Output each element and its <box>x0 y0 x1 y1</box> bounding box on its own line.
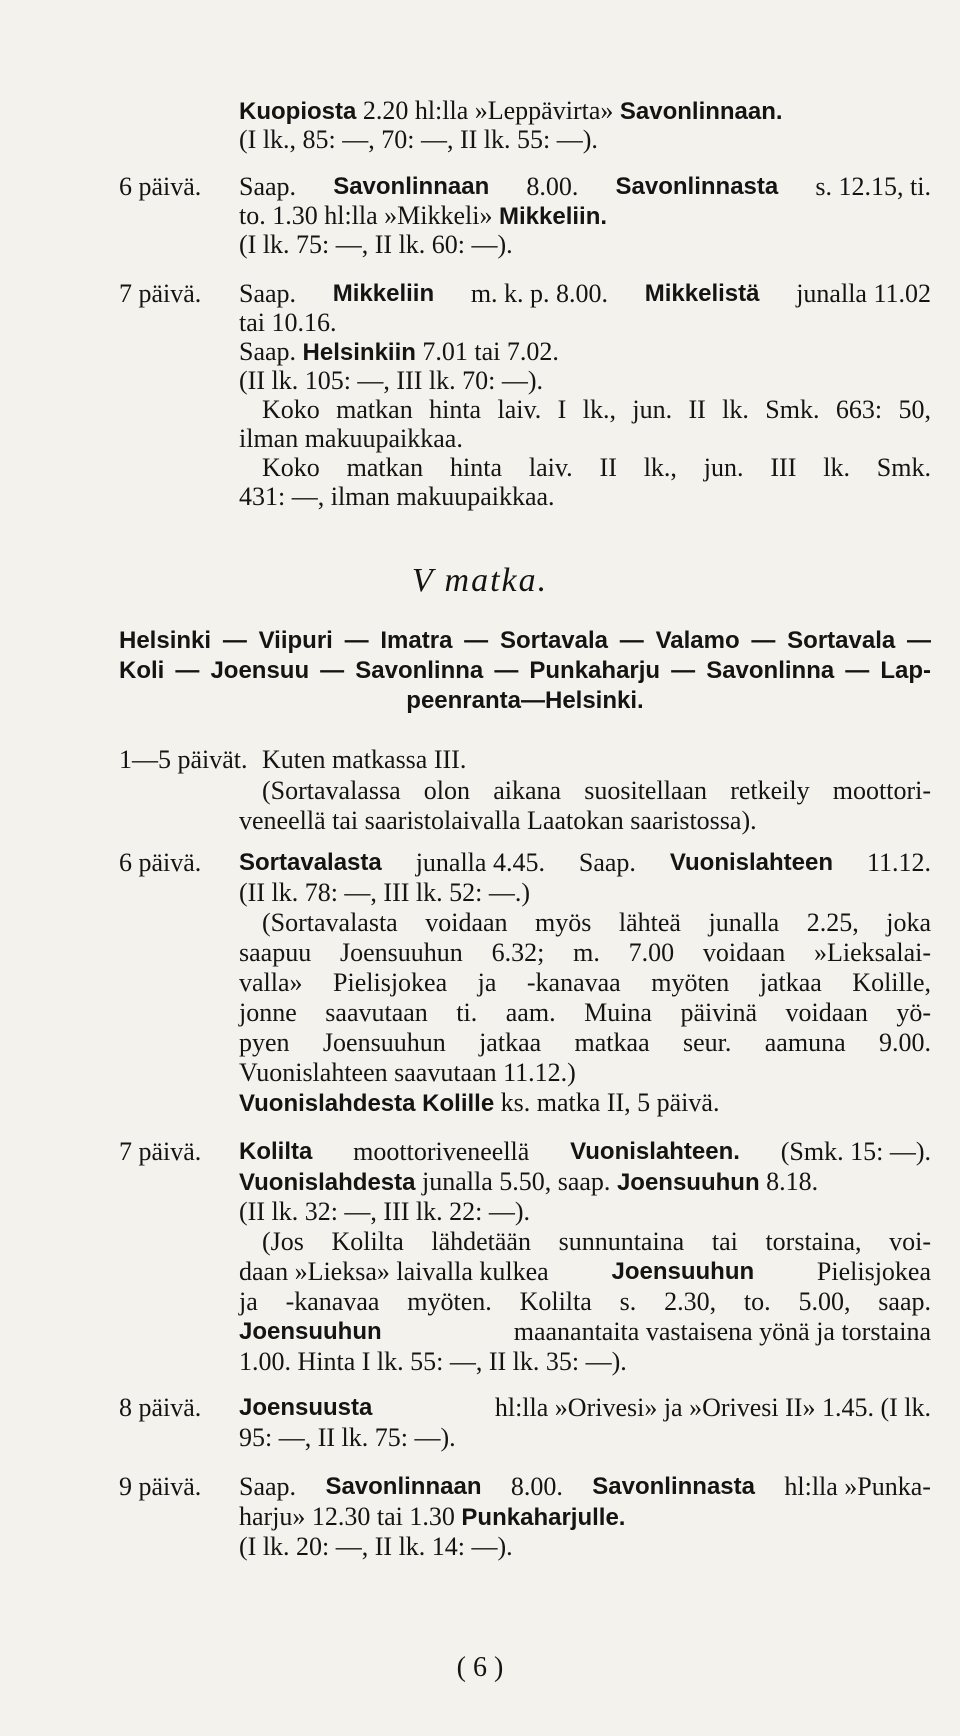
note-line: ja -kanavaa myöten. Kolilta s. 2.30, to. 5.00, saap. <box>239 1287 931 1316</box>
day-label: 9 päivä. <box>119 1472 202 1501</box>
route-line: peenranta—Helsinki. <box>406 687 644 714</box>
route-line: Helsinki — Viipuri — Imatra — Sortavala — Valamo — Sortavala — <box>119 627 931 654</box>
day-label: 7 päivä. <box>119 1137 202 1166</box>
text-span: Saap. <box>239 279 297 308</box>
text-span: moottoriveneellä <box>353 1137 530 1166</box>
place-name: Joensuuhun <box>616 1169 760 1196</box>
text-span: m. k. p. 8.00. <box>470 279 609 308</box>
text-line <box>239 1393 931 1422</box>
fare-line: Koko matkan hinta laiv. I lk., jun. II lk. Smk. 663: 50, <box>262 395 931 424</box>
text-span: junalla 4.45. <box>415 848 545 877</box>
place-name: Vuonislahteen. <box>570 1138 740 1165</box>
section-title: V matka. <box>411 562 549 599</box>
price-line: (I lk., 85: —, 70: —, II lk. 55: —). <box>239 125 598 154</box>
place-name: Joensuuhun <box>239 1318 382 1345</box>
text-line <box>239 172 931 201</box>
text-line <box>239 1088 719 1118</box>
note-line: (Sortavalasta voidaan myös lähteä junalla 2.25, joka <box>262 908 931 937</box>
price-line: 95: —, II lk. 75: —). <box>239 1423 456 1452</box>
text-span: junalla 5.50, saap. <box>421 1167 611 1196</box>
note-line: pyen Joensuuhun jatkaa matkaa seur. aamuna 9.00. <box>239 1028 931 1057</box>
place-name: Joensuuhun <box>611 1258 755 1285</box>
fare-line: ilman makuupaikkaa. <box>239 424 463 453</box>
note-line <box>239 1257 931 1286</box>
place-name: Joensuusta <box>239 1394 373 1421</box>
day-label: 1—5 päivät. <box>119 745 248 774</box>
text-line <box>239 1167 818 1197</box>
day-label: 7 päivä. <box>119 279 202 308</box>
text-line: Kuten matkassa III. <box>262 745 467 774</box>
text-line <box>239 201 607 231</box>
text-span: Saap. <box>239 172 297 201</box>
note-line: (Sortavalassa olon aikana suositellaan retkeily moottori- <box>262 776 931 805</box>
fare-line: Koko matkan hinta laiv. II lk., jun. III lk. Smk. <box>262 453 931 482</box>
text-span: 11.12. <box>866 848 931 877</box>
note-line: jonne saavutaan ti. aam. Muina päivinä voidaan yö- <box>239 998 931 1027</box>
place-name: Savonlinnasta <box>592 1473 755 1500</box>
text-span: 8.00. <box>526 172 579 201</box>
text-span: Saap. <box>239 337 297 366</box>
text-span: harju» 12.30 tai 1.30 <box>239 1502 455 1531</box>
text-span: junalla 11.02 <box>796 279 931 308</box>
place-name: Savonlinnaan. <box>619 98 783 125</box>
day-label: 8 päivä. <box>119 1393 202 1422</box>
text-line <box>239 1502 625 1532</box>
text-span: Saap. <box>578 848 636 877</box>
place-name: Kuopiosta <box>239 98 357 125</box>
place-name: Vuonislahdesta Kolille <box>239 1090 495 1117</box>
place-name: Mikkeliin <box>332 280 435 307</box>
note-line: valla» Pielisjokea ja -kanavaa myöten jatkaa Kolille, <box>239 968 931 997</box>
route-line: Koli — Joensuu — Savonlinna — Punkaharju — Savonlinna — Lap- <box>119 657 931 684</box>
note-line: saapuu Joensuuhun 6.32; m. 7.00 voidaan »Lieksalai- <box>239 938 931 967</box>
place-name: Helsinkiin <box>302 339 416 366</box>
note-line <box>239 1317 931 1346</box>
price-line: (II lk. 78: —, III lk. 52: —.) <box>239 878 531 907</box>
price-line: (I lk. 75: —, II lk. 60: —). <box>239 230 513 259</box>
place-name: Sortavalasta <box>239 849 382 876</box>
price-line: (I lk. 20: —, II lk. 14: —). <box>239 1532 513 1561</box>
place-name: Savonlinnaan <box>333 173 490 200</box>
note-line: Vuonislahteen saavutaan 11.12.) <box>239 1058 576 1087</box>
text-line <box>239 1137 931 1166</box>
text-span: to. 1.30 hl:lla »Mikkeli» <box>239 201 493 230</box>
text-span: hl:lla »Punka- <box>784 1472 931 1501</box>
place-name: Savonlinnaan <box>325 1473 482 1500</box>
text-line <box>239 1472 931 1501</box>
note-line: 1.00. Hinta I lk. 55: —, II lk. 35: —). <box>239 1347 627 1376</box>
place-name: Mikkelistä <box>644 280 760 307</box>
price-line: (II lk. 32: —, III lk. 22: —). <box>239 1197 531 1226</box>
day-label: 6 päivä. <box>119 848 202 877</box>
text-span: ks. matka II, 5 päivä. <box>500 1088 720 1117</box>
text-line <box>239 337 559 367</box>
text-span: 7.01 tai 7.02. <box>422 337 559 366</box>
place-name: Savonlinnasta <box>615 173 779 200</box>
text-line <box>239 848 931 877</box>
note-line: veneellä tai saaristolaivalla Laatokan saaristossa). <box>239 806 757 835</box>
place-name: Vuonislahteen <box>669 849 834 876</box>
text-line: tai 10.16. <box>239 308 337 337</box>
text-span: 8.00. <box>510 1472 563 1501</box>
place-name: Vuonislahdesta <box>239 1169 416 1196</box>
day-label: 6 päivä. <box>119 172 202 201</box>
fare-line: 431: —, ilman makuupaikkaa. <box>239 482 555 511</box>
text-span: daan »Lieksa» laivalla kulkea <box>239 1257 549 1286</box>
text-span: Saap. <box>239 1472 297 1501</box>
text-span: 8.18. <box>766 1167 819 1196</box>
text-span: s. 12.15, ti. <box>815 172 931 201</box>
text-span: (Smk. 15: —). <box>780 1137 931 1166</box>
note-line: (Jos Kolilta lähdetään sunnuntaina tai torstaina, voi- <box>262 1227 931 1256</box>
text-span: Pielisjokea <box>816 1257 931 1286</box>
page-number: ( 6 ) <box>456 1652 504 1683</box>
price-line: (II lk. 105: —, III lk. 70: —). <box>239 366 544 395</box>
place-name: Mikkeliin. <box>499 203 608 230</box>
text-span: hl:lla »Orivesi» ja »Orivesi II» 1.45. (I lk. <box>494 1393 931 1422</box>
text-span: maanantaita vastaisena yönä ja torstaina <box>513 1317 931 1346</box>
place-name: Kolilta <box>239 1138 313 1165</box>
text-line <box>239 279 931 308</box>
place-name: Punkaharjulle. <box>461 1504 626 1531</box>
text-line <box>239 96 783 126</box>
text-span: 2.20 hl:lla »Leppävirta» <box>362 96 614 125</box>
